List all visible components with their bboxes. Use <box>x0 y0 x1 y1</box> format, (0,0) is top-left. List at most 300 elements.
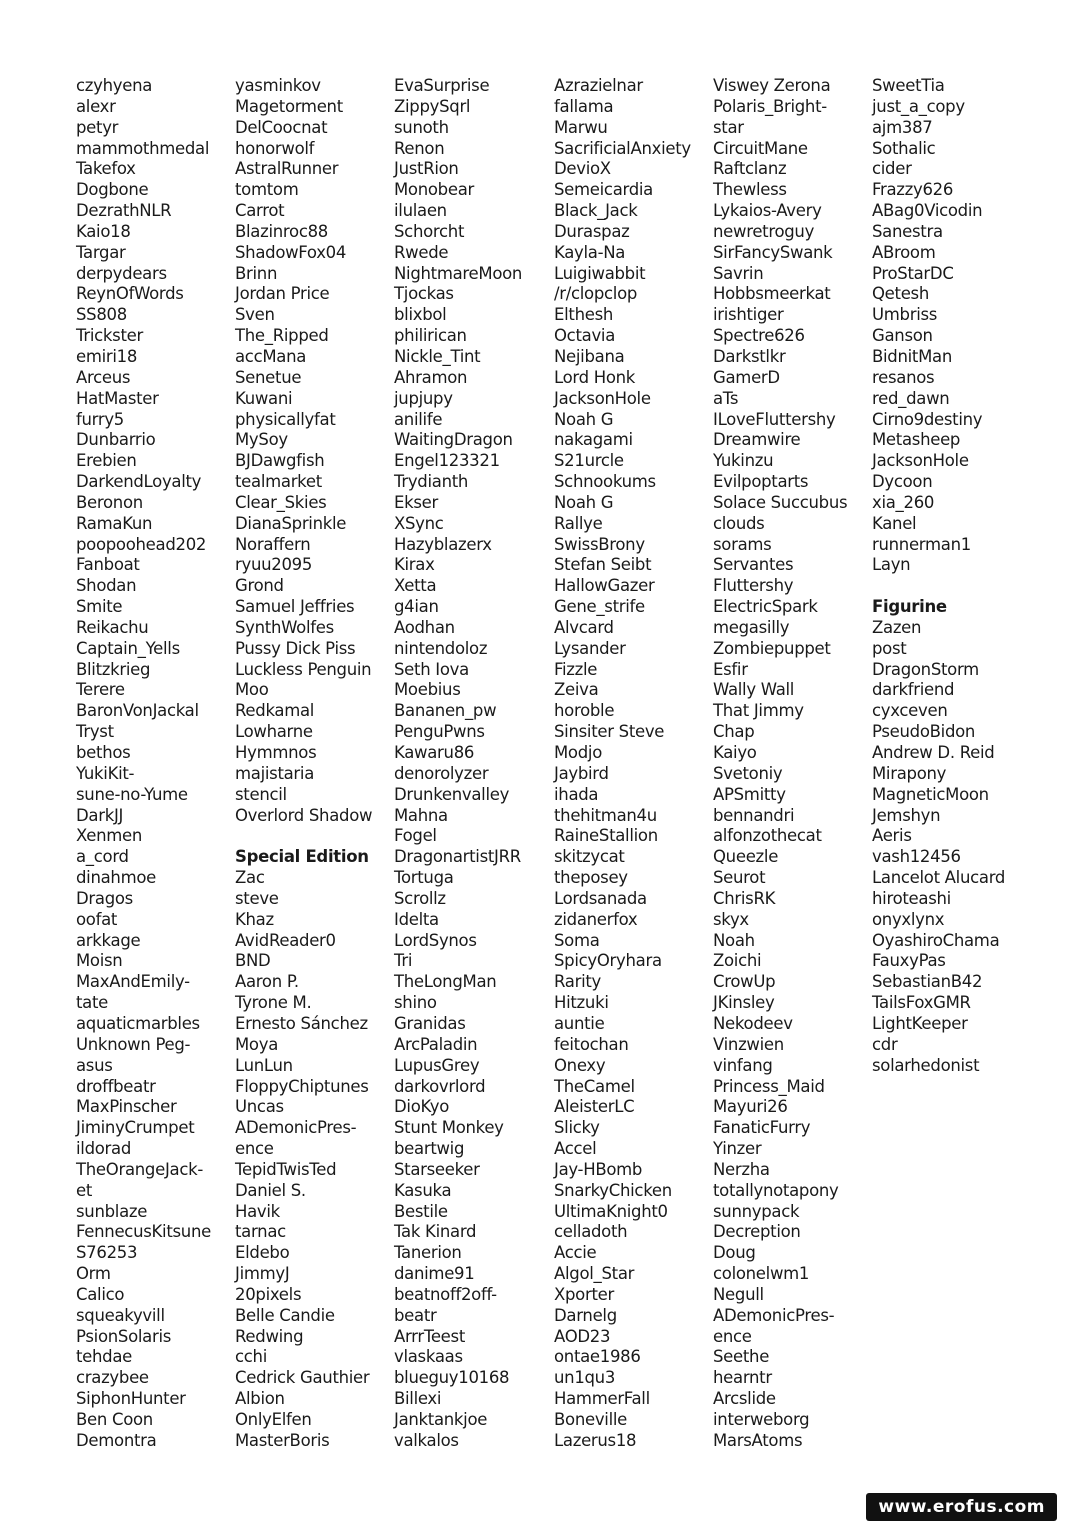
credit-name: SwissBrony <box>554 534 645 554</box>
credit-name: Janktankjoe <box>394 1410 488 1429</box>
credit-name: Ben Coon <box>76 1410 153 1429</box>
credit-name: JimmyJ <box>235 1264 290 1284</box>
credit-name: Noah G <box>554 409 614 429</box>
credit-name: post <box>872 638 907 658</box>
credit-name: AleisterLC <box>554 1097 635 1117</box>
credit-name: Erebien <box>76 451 137 471</box>
credit-name: red_dawn <box>872 388 950 408</box>
credits-columns <box>0 76 1087 1476</box>
credit-name: PenguPwns <box>394 722 485 742</box>
credit-name: arkkage <box>76 930 141 950</box>
credit-name: vash12456 <box>872 847 961 867</box>
credit-name: Chap <box>713 722 755 742</box>
credit-name: Brinn <box>235 263 278 283</box>
credit-name: Princess_Maid <box>713 1076 825 1096</box>
credit-name: BaronVonJackal <box>76 701 199 721</box>
credit-name: Beronon <box>76 492 143 512</box>
credit-name: HallowGazer <box>554 576 655 596</box>
credit-name: tate <box>76 993 109 1013</box>
credit-name: jupjupy <box>394 388 453 408</box>
credit-name: Senetue <box>235 367 302 387</box>
credit-name: 20pixels <box>235 1284 302 1304</box>
credit-name: Tak Kinard <box>394 1222 477 1242</box>
credit-name: Dunbarrio <box>76 430 156 450</box>
credit-name: Moisn <box>76 951 123 971</box>
credits-column-2 <box>235 76 395 1452</box>
credit-name: skitzycat <box>554 847 625 867</box>
credit-name: Terere <box>76 680 125 700</box>
credit-name: Nejibana <box>554 346 625 366</box>
credit-name: ProStarDC <box>872 263 954 283</box>
credit-name: Kirax <box>394 555 435 575</box>
credit-name: Jemshyn <box>872 805 941 825</box>
credit-name: Semeicardia <box>554 180 653 200</box>
credit-name: Savrin <box>713 263 764 283</box>
credit-name: Sinsiter Steve <box>554 722 665 742</box>
credit-name: Stunt Monkey <box>394 1118 504 1138</box>
credit-name: DioKyo <box>394 1097 450 1117</box>
credit-name: Eldebo <box>235 1243 290 1263</box>
credit-name: et <box>76 1180 93 1200</box>
credit-name: shino <box>394 993 437 1013</box>
credit-name: Kanel <box>872 513 917 533</box>
watermark-logo: www.erofus.com <box>866 1493 1057 1521</box>
credit-name: SirFancySwank <box>713 242 833 262</box>
credit-name: Xporter <box>554 1284 614 1304</box>
credit-name: MarsAtoms <box>713 1430 803 1450</box>
credit-name: AstralRunner <box>235 159 339 179</box>
credit-name: runnerman1 <box>872 534 971 554</box>
credit-name: JKinsley <box>713 993 775 1013</box>
credit-name: PsionSolaris <box>76 1326 172 1346</box>
credit-name: alexr <box>76 96 116 116</box>
credit-name: Ernesto Sánchez <box>235 1013 368 1033</box>
credit-name: blueguy10168 <box>394 1368 510 1388</box>
credit-name: Layn <box>872 555 911 575</box>
credit-name: CrowUp <box>713 972 776 992</box>
credit-name: Darkstlkr <box>713 346 786 366</box>
credit-name: furry5 <box>76 409 125 429</box>
credit-name: Smite <box>76 597 123 617</box>
credit-name: Algol_Star <box>554 1264 635 1284</box>
credit-name: Marwu <box>554 117 608 137</box>
credit-name: Jordan Price <box>235 284 330 304</box>
credit-name: LordSynos <box>394 930 477 950</box>
credits-column-1 <box>76 76 236 1452</box>
credit-name: a_cord <box>76 847 129 867</box>
credit-name: Khaz <box>235 909 274 929</box>
credit-name: mammothmedal <box>76 138 210 158</box>
credit-name: Fogel <box>394 826 437 846</box>
credits-column-3 <box>394 76 554 1452</box>
credit-name: Black_Jack <box>554 201 638 221</box>
credit-name: g4ian <box>394 597 439 617</box>
credit-name: stencil <box>235 784 287 804</box>
credit-name: RaineStallion <box>554 826 658 846</box>
credit-name: Blazinroc88 <box>235 221 329 241</box>
credit-name: tomtom <box>235 180 299 200</box>
credit-name: JacksonHole <box>872 451 969 471</box>
credit-name: Duraspaz <box>554 221 630 241</box>
credit-name: Noah <box>713 930 755 950</box>
credit-name: That Jimmy <box>713 701 804 721</box>
credit-name: Moo <box>235 680 269 700</box>
credit-name: vinfang <box>713 1055 773 1075</box>
credit-name: fallama <box>554 96 614 116</box>
credit-name: cchi <box>235 1347 267 1367</box>
credit-name: S21urcle <box>554 451 624 471</box>
credit-name: derpydears <box>76 263 167 283</box>
credit-name: clouds <box>713 513 765 533</box>
credit-name: TailsFoxGMR <box>872 993 971 1013</box>
credit-name: cdr <box>872 1034 898 1054</box>
credit-name: dinahmoe <box>76 868 157 888</box>
credit-name: star <box>713 117 744 137</box>
credit-name: Evilpoptarts <box>713 472 809 492</box>
credit-name: Zazen <box>872 617 922 637</box>
credit-name: Lancelot Alucard <box>872 868 1006 888</box>
credit-name: DezrathNLR <box>76 201 172 221</box>
credit-name: Seethe <box>713 1347 770 1367</box>
credit-name: Tyrone M. <box>235 993 312 1013</box>
credit-name: Calico <box>76 1284 125 1304</box>
credit-name: MasterBoris <box>235 1430 330 1450</box>
credit-name: Solace Succubus <box>713 492 848 512</box>
credits-column-4 <box>554 76 714 1452</box>
credit-name: Lord Honk <box>554 367 636 387</box>
credit-name: Gene_strife <box>554 597 645 617</box>
credit-name: ilulaen <box>394 201 447 221</box>
credit-name: ryuu2095 <box>235 555 313 575</box>
credit-name: ence <box>235 1139 274 1159</box>
credit-name: ElectricSpark <box>713 597 818 617</box>
credit-name: Takefox <box>76 159 136 179</box>
credit-name: alfonzothecat <box>713 826 822 846</box>
credit-name: Cedrick Gauthier <box>235 1368 370 1388</box>
credit-name: Kasuka <box>394 1180 452 1200</box>
credit-name: Zoichi <box>713 951 762 971</box>
credit-name: ArrrTeest <box>394 1326 466 1346</box>
credit-name: SpicyOryhara <box>554 951 662 971</box>
credit-name: solarhedonist <box>872 1055 980 1075</box>
credit-name: emiri18 <box>76 346 138 366</box>
credit-name: Jay-HBomb <box>554 1159 643 1179</box>
credit-name: Reikachu <box>76 617 149 637</box>
credit-name: Tanerion <box>394 1243 462 1263</box>
credit-name: Servantes <box>713 555 794 575</box>
credit-name: TheOrangeJack- <box>76 1159 204 1179</box>
credit-name: Metasheep <box>872 430 961 450</box>
credit-name: DarkendLoyalty <box>76 472 202 492</box>
credit-name: The_Ripped <box>235 326 329 346</box>
credit-name: PseudoBidon <box>872 722 976 742</box>
credit-name: ReynOfWords <box>76 284 184 304</box>
credit-name: Tri <box>394 951 413 971</box>
credit-name: Slicky <box>554 1118 600 1138</box>
credit-name: Blitzkrieg <box>76 659 151 679</box>
credit-name: Captain_Yells <box>76 638 180 658</box>
credit-name: SynthWolfes <box>235 617 334 637</box>
credit-name: Zombiepuppet <box>713 638 831 658</box>
credit-name: colonelwm1 <box>713 1264 810 1284</box>
credit-name: Kaio18 <box>76 221 131 241</box>
credit-name: hearntr <box>713 1368 772 1388</box>
credit-name: interweborg <box>713 1410 810 1429</box>
credit-name: Lazerus18 <box>554 1430 637 1450</box>
credit-name: APSmitty <box>713 784 786 804</box>
credit-name: ajm387 <box>872 117 933 137</box>
credit-name: nintendoloz <box>394 638 488 658</box>
credit-name: Lysander <box>554 638 626 658</box>
credit-name: Stefan Seibt <box>554 555 652 575</box>
credit-name: GamerD <box>713 367 780 387</box>
credit-name: petyr <box>76 117 119 137</box>
credit-name: ChrisRK <box>713 888 776 908</box>
credit-name: bethos <box>76 743 131 762</box>
credit-name: Engel123321 <box>394 451 500 471</box>
credit-name: Ganson <box>872 326 933 346</box>
credit-name: just_a_copy <box>872 96 965 116</box>
credit-name: Clear_Skies <box>235 492 327 512</box>
credit-name: beatnoff2off- <box>394 1284 497 1304</box>
credit-name: sunoth <box>394 117 449 137</box>
credit-name: Bestile <box>394 1201 448 1221</box>
credit-name: Hitzuki <box>554 993 609 1013</box>
credit-name: un1qu3 <box>554 1368 616 1388</box>
credit-name: asus <box>76 1055 113 1075</box>
credit-name: Belle Candie <box>235 1305 335 1325</box>
credit-name: MagneticMoon <box>872 784 989 804</box>
credit-name: Mayuri26 <box>713 1097 788 1117</box>
credit-name: Esfir <box>713 659 748 679</box>
credit-name: Accel <box>554 1139 597 1159</box>
credit-name: newretroguy <box>713 221 815 241</box>
credit-name: Bananen_pw <box>394 701 497 721</box>
credit-name: Noah G <box>554 492 614 512</box>
credit-name: TheLongMan <box>394 972 497 992</box>
credit-name: Modjo <box>554 743 602 762</box>
section-heading: Figurine <box>872 597 947 617</box>
credit-name: Rwede <box>394 242 449 262</box>
credit-name: irishtiger <box>713 305 784 325</box>
credit-name: sunnypack <box>713 1201 800 1221</box>
credit-name: ildorad <box>76 1139 132 1159</box>
credit-name: Fanboat <box>76 555 140 575</box>
credit-name: Schnookums <box>554 472 656 492</box>
credit-name: JiminyCrumpet <box>76 1118 195 1138</box>
credit-name: Dreamwire <box>713 430 801 450</box>
credit-name: TheCamel <box>554 1076 635 1096</box>
credit-name: Fizzle <box>554 659 598 679</box>
credit-name: Nerzha <box>713 1159 770 1179</box>
credit-name: vlaskaas <box>394 1347 463 1367</box>
credit-name: cider <box>872 159 912 179</box>
credit-name: Idelta <box>394 909 439 929</box>
credit-name: Demontra <box>76 1430 157 1450</box>
credit-name: FanaticFurry <box>713 1118 811 1138</box>
credit-name: SebastianB42 <box>872 972 983 992</box>
credit-name: LupusGrey <box>394 1055 480 1075</box>
credit-name: DragonartistJRR <box>394 847 521 867</box>
credit-name: ence <box>713 1326 752 1346</box>
credit-name: Ahramon <box>394 367 468 387</box>
credit-name: crazybee <box>76 1368 149 1388</box>
credit-name: ihada <box>554 784 599 804</box>
credit-name: Overlord Shadow <box>235 805 373 825</box>
credit-name: totallynotapony <box>713 1180 839 1200</box>
credit-name: thehitman4u <box>554 805 657 825</box>
credit-name: DianaSprinkle <box>235 513 347 533</box>
credit-name: Xenmen <box>76 826 143 846</box>
credit-name: Sven <box>235 305 275 325</box>
credit-name: ADemonicPres- <box>235 1118 357 1138</box>
credit-name: tarnac <box>235 1222 286 1242</box>
credit-name: JacksonHole <box>554 388 651 408</box>
credit-name: LightKeeper <box>872 1013 968 1033</box>
credit-name: XSync <box>394 513 444 533</box>
credit-name: S76253 <box>76 1243 138 1263</box>
credit-name: Andrew D. Reid <box>872 743 995 762</box>
credit-name: AvidReader0 <box>235 930 336 950</box>
credit-name: Unknown Peg- <box>76 1034 191 1054</box>
credit-name: TepidTwisTed <box>235 1159 337 1179</box>
credit-name: Zac <box>235 868 265 888</box>
credits-column-6 <box>872 76 1032 1077</box>
credit-name: darkfriend <box>872 680 955 700</box>
credit-name: yasminkov <box>235 76 321 95</box>
credit-name: physicallyfat <box>235 409 336 429</box>
credit-name: HammerFall <box>554 1389 650 1409</box>
credit-name: Kayla-Na <box>554 242 626 262</box>
credit-name: ArcPaladin <box>394 1034 478 1054</box>
credit-name: Grond <box>235 576 284 596</box>
credit-name: Granidas <box>394 1013 466 1033</box>
credit-name: bennandri <box>713 805 795 825</box>
credit-name: CircuitMane <box>713 138 808 158</box>
credit-name: Aeris <box>872 826 912 846</box>
credit-name: anilife <box>394 409 443 429</box>
credit-name: MaxPinscher <box>76 1097 177 1117</box>
credit-name: Kawaru86 <box>394 743 475 762</box>
credit-name: SiphonHunter <box>76 1389 186 1409</box>
credit-name: Nekodeev <box>713 1013 793 1033</box>
credit-name: feitochan <box>554 1034 629 1054</box>
credit-name: Hobbsmeerkat <box>713 284 831 304</box>
credit-name: squeakyvill <box>76 1305 165 1325</box>
credit-name: ontae1986 <box>554 1347 641 1367</box>
credit-name: Trickster <box>76 326 143 346</box>
credit-name: blixbol <box>394 305 447 325</box>
credit-name: Tryst <box>76 722 114 742</box>
credit-name: Cirno9destiny <box>872 409 983 429</box>
credit-name: Hymmnos <box>235 743 317 762</box>
credit-name: Moebius <box>394 680 461 700</box>
credit-name: celladoth <box>554 1222 628 1242</box>
credit-name: Samuel Jeffries <box>235 597 355 617</box>
credit-name: UltimaKnight0 <box>554 1201 668 1221</box>
credit-name: OnlyElfen <box>235 1410 312 1429</box>
credit-name: beatr <box>394 1305 437 1325</box>
credit-name: oofat <box>76 909 118 929</box>
credit-name: cyxceven <box>872 701 948 721</box>
credit-name: Vinzwien <box>713 1034 784 1054</box>
credit-name: czyhyena <box>76 76 153 95</box>
credit-name: Svetoniy <box>713 763 783 783</box>
credit-name: Arceus <box>76 367 131 387</box>
credit-name: nakagami <box>554 430 633 450</box>
credit-name: sorams <box>713 534 772 554</box>
credit-name: beartwig <box>394 1139 465 1159</box>
credit-name: onyxlynx <box>872 909 945 929</box>
credit-name: EvaSurprise <box>394 76 490 95</box>
credit-name: FauxyPas <box>872 951 946 971</box>
credit-name: Decreption <box>713 1222 801 1242</box>
credit-name: Redwing <box>235 1326 304 1346</box>
credit-name: WaitingDragon <box>394 430 513 450</box>
credit-name: tehdae <box>76 1347 133 1367</box>
credit-name: honorwolf <box>235 138 315 158</box>
credit-name: Luckless Penguin <box>235 659 372 679</box>
credit-name: Mahna <box>394 805 448 825</box>
credits-column-5 <box>713 76 873 1452</box>
credit-name: Uncas <box>235 1097 284 1117</box>
credit-name: Queezle <box>713 847 779 867</box>
credit-name: AOD23 <box>554 1326 611 1346</box>
credit-name: Tortuga <box>394 868 454 888</box>
credit-name: Rarity <box>554 972 602 992</box>
credit-name: Seth Iova <box>394 659 469 679</box>
credit-name: Zeiva <box>554 680 599 700</box>
credit-name: theposey <box>554 868 628 888</box>
credit-name: Lykaios-Avery <box>713 201 822 221</box>
credit-name: Elthesh <box>554 305 614 325</box>
credit-name: Schorcht <box>394 221 465 241</box>
section-heading: Special Edition <box>235 847 369 867</box>
credit-name: BND <box>235 951 271 971</box>
credit-name: HatMaster <box>76 388 159 408</box>
credit-name: Drunkenvalley <box>394 784 510 804</box>
credit-name: sune-no-Yume <box>76 784 188 804</box>
credit-name: Lowharne <box>235 722 313 742</box>
credit-name: majistaria <box>235 763 315 783</box>
credit-name: Sanestra <box>872 221 943 241</box>
credit-name: Seurot <box>713 868 766 888</box>
credit-name: denorolyzer <box>394 763 489 783</box>
credit-name: ILoveFluttershy <box>713 409 836 429</box>
credit-name: Octavia <box>554 326 615 346</box>
credit-name: NightmareMoon <box>394 263 523 283</box>
credit-name: Targar <box>76 242 126 262</box>
credit-name: sunblaze <box>76 1201 148 1221</box>
credit-name: hiroteashi <box>872 888 951 908</box>
credit-name: Renon <box>394 138 445 158</box>
credit-name: accMana <box>235 346 307 366</box>
credit-name: Mirapony <box>872 763 947 783</box>
credit-name: SweetTia <box>872 76 945 95</box>
credit-name: RamaKun <box>76 513 153 533</box>
credit-name: Redkamal <box>235 701 315 721</box>
spacer <box>235 826 395 847</box>
credit-name: Doug <box>713 1243 756 1263</box>
credit-name: Spectre626 <box>713 326 805 346</box>
credit-name: MaxAndEmily- <box>76 972 190 992</box>
credit-name: JustRion <box>394 159 459 179</box>
spacer <box>872 576 1032 597</box>
credit-name: Raftclanz <box>713 159 787 179</box>
credit-name: FloppyChiptunes <box>235 1076 369 1096</box>
credit-name: xia_260 <box>872 492 935 512</box>
credit-name: SnarkyChicken <box>554 1180 672 1200</box>
